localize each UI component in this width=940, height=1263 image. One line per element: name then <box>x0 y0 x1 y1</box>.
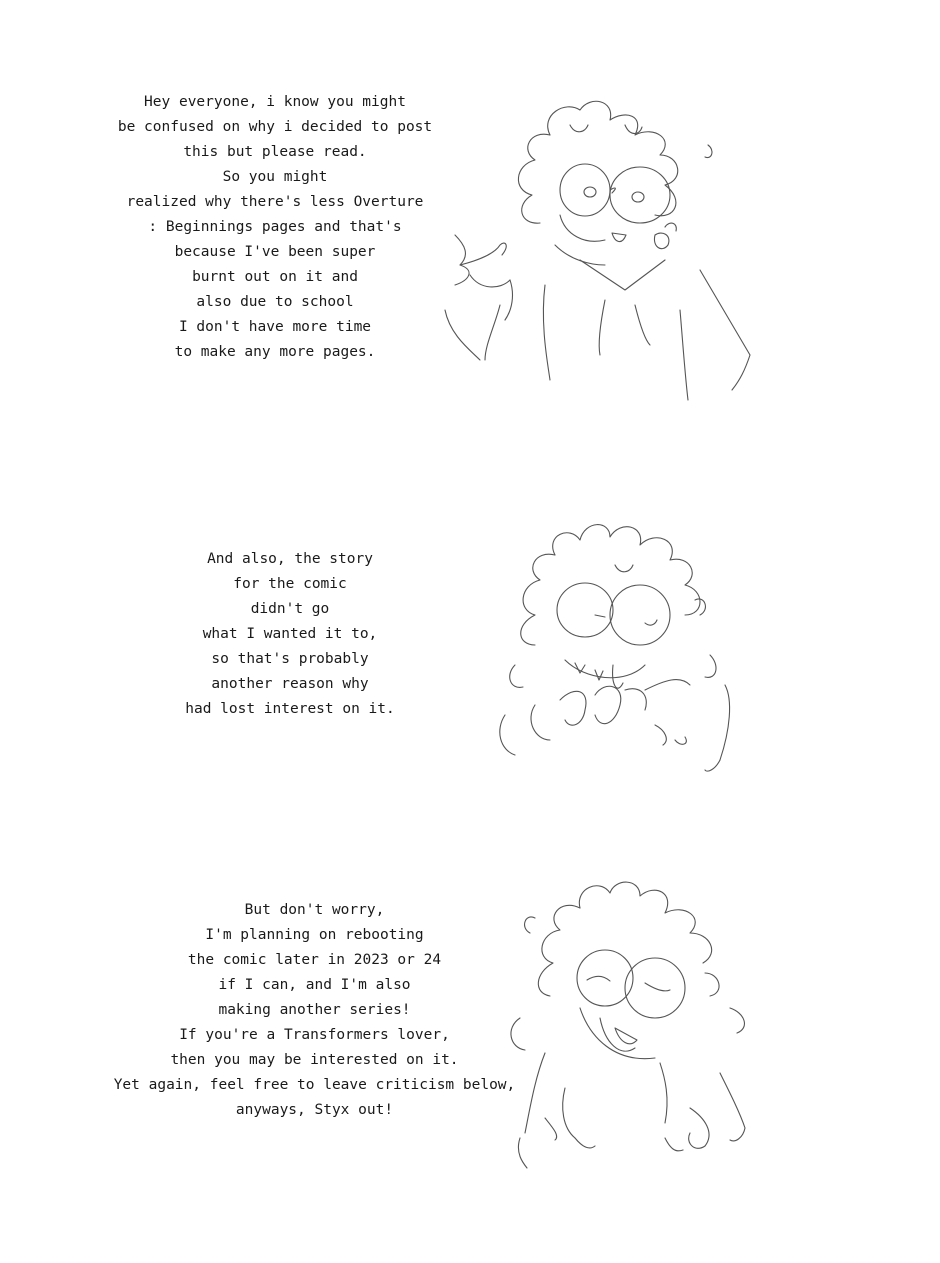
panel-2-line: And also, the story <box>207 551 373 567</box>
happy-character-drawing <box>505 878 760 1173</box>
panel-1-line: burnt out on it and <box>192 269 358 285</box>
panel-1-line: Hey everyone, i know you might <box>144 94 406 110</box>
panel-1-line: this but please read. <box>183 144 367 160</box>
panel-1-line: to make any more pages. <box>174 344 376 360</box>
sheepish-character-drawing <box>495 515 740 780</box>
happy-character-sketch <box>505 878 760 1173</box>
panel-1-line: because I've been super <box>174 244 376 260</box>
panel-3-line: Yet again, feel free to leave criticism below, <box>113 1077 516 1093</box>
panel-1-line: realized why there's less Overture <box>126 194 424 210</box>
panel-1-line: So you might <box>222 169 328 185</box>
panel-2-line: had lost interest on it. <box>185 701 395 717</box>
panel-1-text <box>115 90 435 365</box>
panel-3-line: the comic later in 2023 or 24 <box>187 952 442 968</box>
panel-3-text <box>112 898 517 1123</box>
panel-3-line: then you may be interested on it. <box>170 1052 459 1068</box>
panel-3-line: If you're a Transformers lover, <box>179 1027 450 1043</box>
panel-2-text <box>160 547 420 722</box>
panel-3-line: anyways, Styx out! <box>235 1102 394 1118</box>
sheepish-character-sketch <box>495 515 740 780</box>
panel-1-line: I don't have more time <box>178 319 372 335</box>
panel-3-line: But don't worry, <box>244 902 385 918</box>
panel-1-line: be confused on why i decided to post <box>117 119 433 135</box>
panel-2-line: so that's probably <box>211 651 369 667</box>
panel-3-line: making another series! <box>218 1002 411 1018</box>
panel-3-line: if I can, and I'm also <box>218 977 411 993</box>
panel-2-line: what I wanted it to, <box>202 626 378 642</box>
panel-1-line: also due to school <box>196 294 354 310</box>
panel-1-line: : Beginnings pages and that's <box>148 219 402 235</box>
waving-character-sketch <box>440 95 765 405</box>
panel-2-line: didn't go <box>250 601 330 617</box>
waving-character-drawing <box>440 95 765 405</box>
panel-2-line: for the comic <box>233 576 347 592</box>
panel-2-line: another reason why <box>211 676 369 692</box>
panel-3-line: I'm planning on rebooting <box>205 927 424 943</box>
